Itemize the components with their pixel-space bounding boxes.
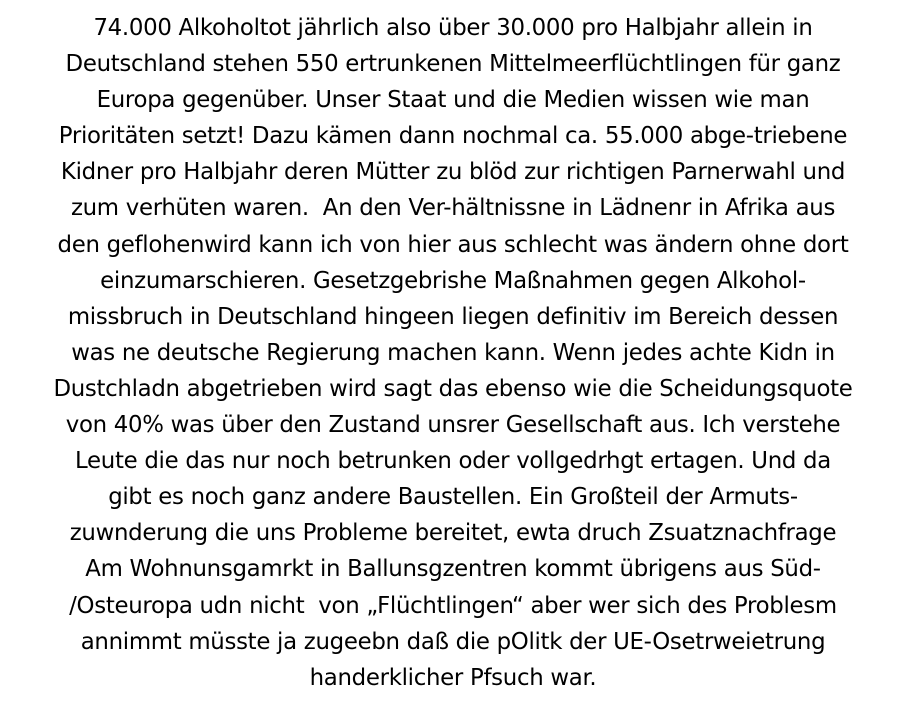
text-line-10: was ne deutsche Regierung machen kann. Wenn jedes achte Kidn in — [71, 339, 835, 366]
text-line-1: 74.000 Alkoholtot jährlich also über 30.000 pro Halbjahr allein in — [93, 15, 813, 41]
text-line-2: Deutschland stehen 550 ertrunkenen Mittelmeerflüchtlingen für ganz — [65, 51, 841, 78]
text-line-13: Leute die das nur noch betrunken oder vollgedrhgt ertagen. Und da — [75, 448, 831, 475]
text-line-11: Dustchladn abgetrieben wird sagt das ebenso wie die Scheidungsquote — [53, 375, 853, 402]
text-line-15: zuwnderung die uns Probleme bereitet, ewta druch Zsuatznachfrage — [69, 520, 837, 547]
text-line-4: Prioritäten setzt! Dazu kämen dann nochmal ca. 55.000 abge-triebene — [58, 123, 848, 150]
text-line-19: handerklicher Pfsuch war. — [309, 664, 597, 691]
text-line-16: Am Wohnunsgamrkt in Ballunsgzentren kommt übrigens aus Süd- — [85, 556, 821, 583]
text-line-9: missbruch in Deutschland hingeen liegen definitiv im Bereich dessen — [67, 303, 839, 330]
text-line-8: einzumarschieren. Gesetzgebrishe Maßnahmen gegen Alkohol- — [100, 267, 806, 294]
text-line-18: annimmt müsste ja zugeebn daß die pOlitk der UE-Osetrweietrung — [80, 628, 826, 655]
text-paragraph — [0, 10, 906, 696]
text-line-3: Europa gegenüber. Unser Staat und die Medien wissen wie man — [96, 87, 810, 114]
text-line-5: Kidner pro Halbjahr deren Mütter zu blöd zur richtigen Parnerwahl und — [60, 159, 846, 186]
text-line-12: von 40% was über den Zustand unsrer Gesellschaft aus. Ich verstehe — [65, 412, 841, 439]
text-line-17: /Osteuropa udn nicht von „Flüchtlingen“ aber wer sich des Problesm — [69, 592, 837, 619]
text-line-7: den geflohenwird kann ich von hier aus schlecht was ändern ohne dort — [57, 231, 849, 258]
text-line-14: gibt es noch ganz andere Baustellen. Ein Großteil der Armuts- — [108, 484, 798, 511]
text-line-6: zum verhüten waren. An den Ver-hältnissne in Lädnenr in Afrika aus — [70, 195, 836, 222]
